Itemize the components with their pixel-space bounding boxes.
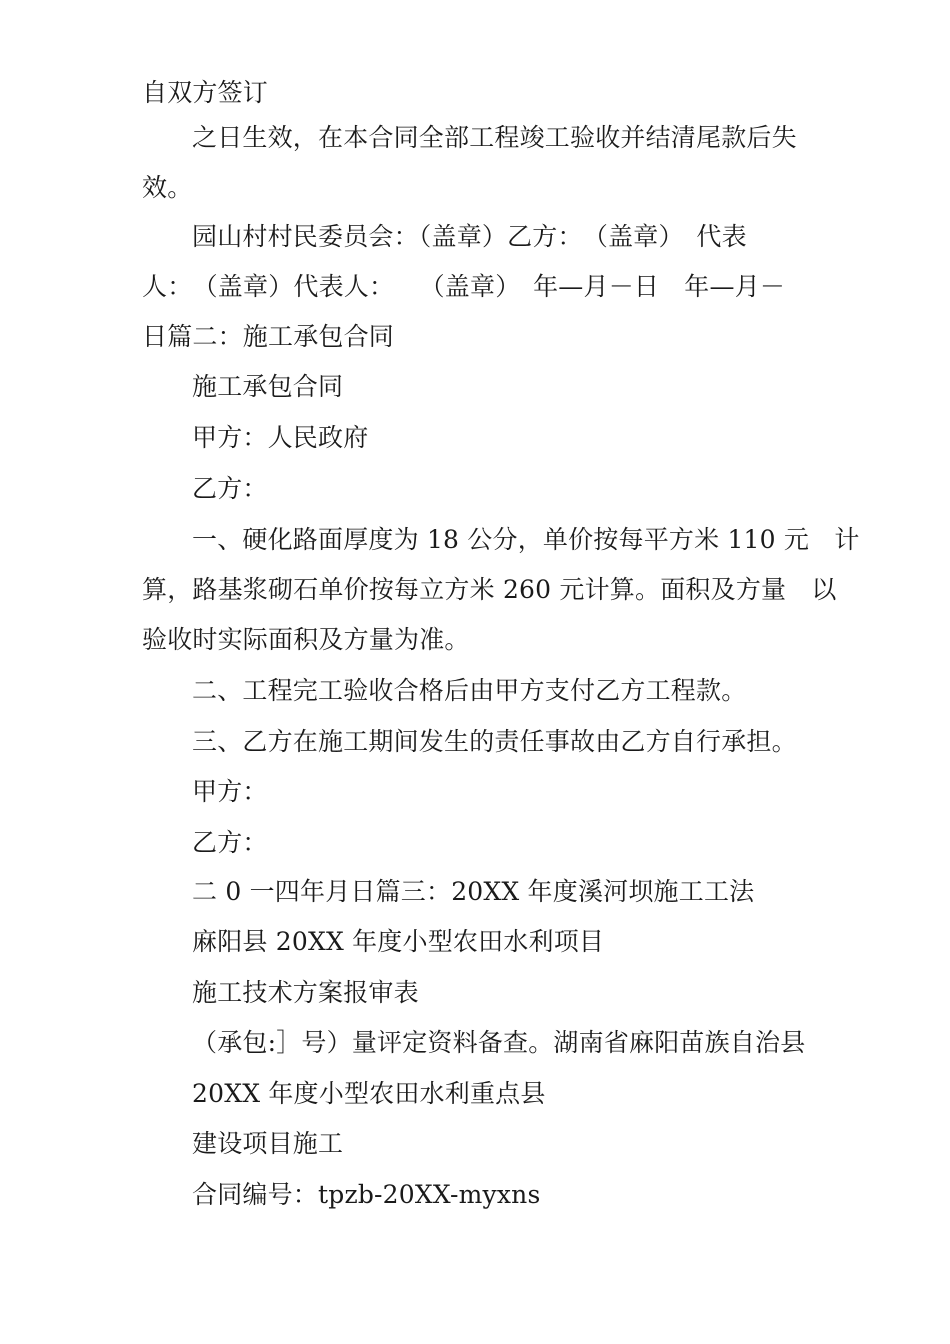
text-line: 日篇二：施工承包合同 (142, 322, 395, 351)
text-line: 三、乙方在施工期间发生的责任事故由乙方自行承担。 (192, 727, 797, 756)
text-line: 乙方： (192, 828, 268, 857)
text-line: 建设项目施工 (192, 1129, 344, 1158)
text-line: 效。 (142, 173, 193, 202)
text-line: 二、工程完工验收合格后由甲方支付乙方工程款。 (192, 676, 747, 705)
text-line: 20XX 年度小型农田水利重点县 (192, 1079, 546, 1108)
text-line: 甲方：人民政府 (192, 423, 369, 452)
text-line: 麻阳县 20XX 年度小型农田水利项目 (192, 927, 605, 956)
text-line: 自双方签订 (142, 78, 269, 107)
text-line: 合同编号：tpzb-20XX-myxns (192, 1180, 541, 1209)
text-line: 人： （盖章）代表人： （盖章） 年—月－日 年—月－ (142, 272, 786, 301)
text-line: 二 0 一四年月日篇三：20XX 年度溪河坝施工工法 (192, 877, 755, 906)
text-line: 乙方： (192, 474, 268, 503)
text-line: 园山村村民委员会：（盖章）乙方： （盖章） 代表 (192, 222, 747, 251)
text-line: 甲方： (192, 777, 268, 806)
text-line: 验收时实际面积及方量为准。 (142, 625, 470, 654)
text-line: 施工技术方案报审表 (192, 978, 419, 1007)
text-line: 一、硬化路面厚度为 18 公分，单价按每平方米 110 元 计 (192, 525, 860, 554)
text-line: （承包:］号）量评定资料备查。湖南省麻阳苗族自治县 (192, 1028, 806, 1057)
text-line: 施工承包合同 (192, 372, 344, 401)
text-line: 之日生效，在本合同全部工程竣工验收并结清尾款后失 (192, 123, 797, 152)
text-line: 算，路基浆砌石单价按每立方米 260 元计算。面积及方量 以 (142, 575, 837, 604)
